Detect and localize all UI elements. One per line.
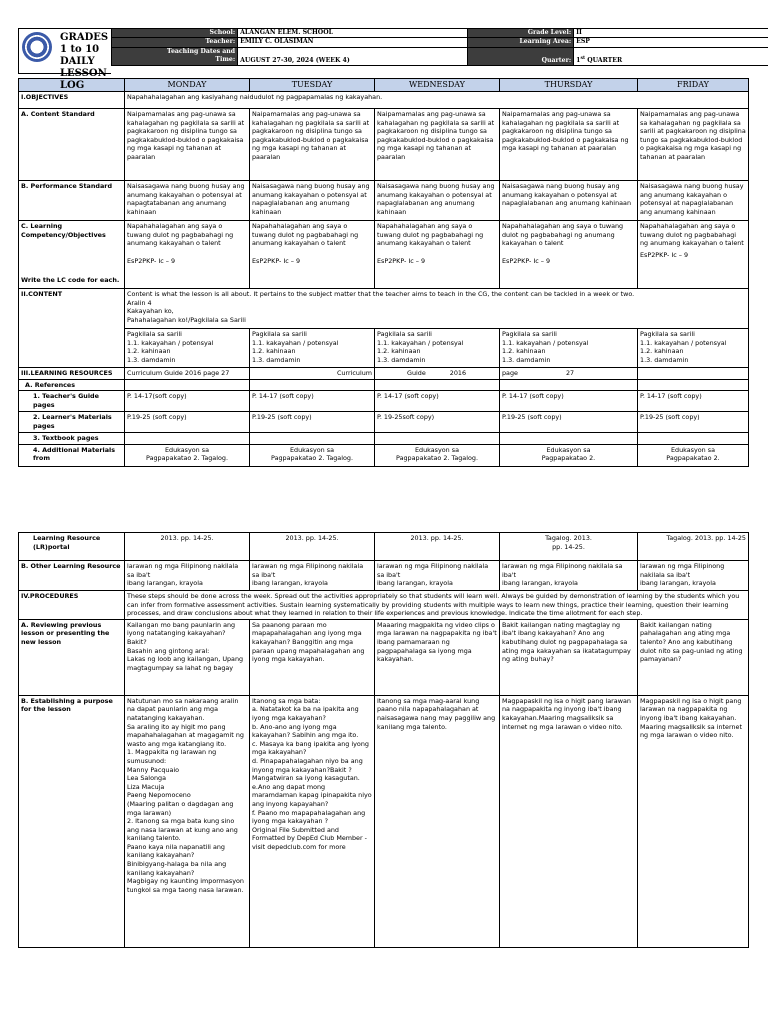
objectives-row (19, 92, 749, 109)
day-tuesday: TUESDAY (250, 79, 375, 92)
performance-standard-label: B. Performance Standard (19, 181, 125, 221)
tg-tue: P. 14-17 (soft copy) (250, 391, 375, 412)
quarter-rest: QUARTER (585, 57, 623, 65)
tg-wed: P. 14-17 (soft copy) (375, 391, 500, 412)
other-wed: larawan ng mga Filipinong nakilala sa iba't ibang larangan, krayola (375, 561, 500, 591)
competency-code: EsP2PKP- Ic – 9 (252, 256, 301, 265)
review-row (19, 619, 749, 695)
cg-wed (375, 368, 500, 380)
cg-page: page (502, 369, 518, 377)
grade-value: II (574, 29, 768, 38)
lc-code-note: Write the LC code for each. (21, 276, 120, 285)
competency-fri (638, 221, 749, 289)
performance-standard-tue: Naisasagawa nang buong husay ang anumang kakayahan o potensyal at napaglalabanan ang anumang kahinaan (250, 181, 375, 221)
competency-row (19, 221, 749, 289)
textbook-fri (638, 433, 749, 445)
textbook-wed (375, 433, 500, 445)
quarter-num: 1 (576, 57, 581, 65)
tg-mon: P. 14-17(soft copy) (125, 391, 250, 412)
content-topics-tue: Pagkilala sa sarili 1.1. kakayahan / potensyal 1.2. kahinaan 1.3. damdamin (250, 329, 375, 368)
purpose-row (19, 695, 749, 947)
cg-guide: Guide (407, 369, 426, 377)
school-label: School: (112, 29, 238, 38)
header-title (60, 32, 108, 92)
quarter-sup: st (580, 56, 586, 62)
area-label: Learning Area: (468, 38, 574, 47)
day-wednesday: WEDNESDAY (375, 79, 500, 92)
content-standard-mon: Naipamamalas ang pag-unawa sa kahalagahan ng pagkilala sa sarili at pagkakaroon ng disiplina tungo sa pagkakabuklod-buklod o pagkakaisa ng mga kasapi ng tahanan at paaralan (125, 109, 250, 181)
content-topics-wed: Pagkilala sa sarili 1.1. kakayahan / potensyal 1.2. kahinaan 1.3. damdamin (375, 329, 500, 368)
content-standard-row (19, 109, 749, 181)
title-line-2: DAILY LESSON LOG (60, 56, 107, 91)
dates-label-line-2: Time: (215, 56, 236, 64)
textbook-thu (500, 433, 638, 445)
lr-fri: Tagalog. 2013. pp. 14-25 (638, 533, 749, 561)
teacher-value: EMILY C. OLASIMAN (238, 38, 468, 47)
competency-thu (500, 221, 638, 289)
references-label: A. References (19, 379, 125, 391)
content-topics-mon: Pagkilala sa sarili 1.1. kakayahan / potensyal 1.2. kahinaan 1.3. damdamin (125, 329, 250, 368)
textbook-tue (250, 433, 375, 445)
lr-mon: 2013. pp. 14-25. (125, 533, 250, 561)
content-standard-label: A. Content Standard (19, 109, 125, 181)
textbook-label: 3. Textbook pages (19, 433, 125, 445)
quarter-label: Quarter: (468, 47, 574, 65)
header-title-block (18, 28, 111, 91)
lm-thu: P.19-25 (soft copy) (500, 412, 638, 433)
other-resources-row (19, 561, 749, 591)
competency-text: Napahahalagahan ang saya o tuwang dulot ng pagbabahagi ng anumang kakayahan o talent (502, 222, 624, 248)
competency-code: EsP2PKP- Ic – 9 (127, 256, 176, 265)
cg-mon: Curriculum Guide 2016 page 27 (125, 368, 250, 380)
performance-standard-wed: Naisasagawa nang buong husay ang anumang kakayahan o potensyal at napaglalabanan ang anumang kahinaan (375, 181, 500, 221)
references-thu (500, 379, 638, 391)
cg-fri (638, 368, 749, 380)
lesson-log-page-2 (18, 532, 748, 948)
content-standard-tue: Naipamamalas ang pag-unawa sa kahalagahan ng pagkilala sa sarili at pagkakaroon ng disiplina tungo sa pagkakabuklod-buklod o pagkakaisa ng mga kasapi ng tahanan at paaralan (250, 109, 375, 181)
lr-portal-label: Learning Resource (LR)portal (19, 533, 125, 561)
references-mon (125, 379, 250, 391)
day-friday: FRIDAY (638, 79, 749, 92)
review-wed: Maaaring magpakita ng video clips o mga larawan na nagpapakita ng iba't ibang pamamaraan ng pagpapahalaga sa iyong mga kakayahan. (375, 619, 500, 695)
tg-fri: P. 14-17 (soft copy) (638, 391, 749, 412)
review-label: A. Reviewing previous lesson or presenting the new lesson (19, 619, 125, 695)
additional-materials-label: 4. Additional Materials from (19, 444, 125, 466)
content-standard-fri: Naipamamalas ang pag-unawa sa kahalagahan ng pagkilala sa sarili at pagkakaroon ng disiplina tungo sa pagkakabuklod-buklod o pagkakaisa ng mga kasapi ng tahanan at paaralan (638, 109, 749, 181)
other-fri: larawan ng mga Filipinong nakilala sa iba't ibang larangan, krayola (638, 561, 749, 591)
performance-standard-row (19, 181, 749, 221)
additional-thu: Edukasyon sa Pagpapakatao 2. (500, 444, 638, 466)
competency-text: Napahahalagahan ang saya o tuwang dulot ng pagbabahagi ng anumang kakayahan o talent (127, 222, 234, 248)
other-thu: larawan ng mga Filipinong nakilala sa iba't ibang larangan, krayola (500, 561, 638, 591)
competency-label-cell (19, 221, 125, 289)
additional-wed: Edukasyon sa Pagpapakatao 2. Tagalog. (375, 444, 500, 466)
competency-code: EsP2PKP- Ic – 9 (640, 250, 689, 259)
competency-text: Napahahalagahan ang saya o tuwang dulot ng pagbabahagi ng anumang kakayahan o talent (377, 222, 484, 248)
lm-row (19, 412, 749, 433)
competency-code: EsP2PKP- Ic – 9 (502, 256, 551, 265)
quarter-value (574, 47, 768, 65)
procedures-text: These steps should be done across the week. Spread out the activities appropriately so that students will learn well. Always be guided by demonstration of learning by the students which you can infer from formative assessment activities. Sustain learning systematically by providing students with multiple ways to learn new things, practice their learning, question their learning processes, and draw conclusions about what they learned in relation to their life experiences and previous knowledge. Indicate the time allotment for each step. (125, 591, 749, 620)
content-label: II.CONTENT (19, 289, 125, 368)
competency-tue (250, 221, 375, 289)
teacher-label: Teacher: (112, 38, 238, 47)
review-thu: Bakit kailangan nating magtaglay ng iba't ibang kakayahan? Ano ang kabutihang dulot ng pagpapahalaga sa ating mga kakayahan sa ikatatagumpay ng ating buhay? (500, 619, 638, 695)
lm-tue: P.19-25 (soft copy) (250, 412, 375, 433)
performance-standard-mon: Naisasagawa nang buong husay ang anumang kakayahan o potensyal at napagtatabanan ang anumang kahinaan (125, 181, 250, 221)
objectives-text: Napahahalagahan ang kasiyahang naidudulot ng pagpapamalas ng kakayahan. (125, 92, 749, 109)
review-tue: Sa paanong paraan mo mapapahalagahan ang iyong mga kakayahan? Banggitin ang mga paraan upang mapahalagahan ang iyong mga kakayahan. (250, 619, 375, 695)
tg-row (19, 391, 749, 412)
lesson-table-page-2 (18, 532, 749, 948)
tg-thu: P. 14-17 (soft copy) (500, 391, 638, 412)
title-line-1: GRADES 1 to 10 (60, 32, 109, 55)
cg-thu (500, 368, 638, 380)
additional-mon: Edukasyon sa Pagpapakatao 2. Tagalog. (125, 444, 250, 466)
other-mon: larawan ng mga Filipinong nakilala sa iba't ibang larangan, krayola (125, 561, 250, 591)
procedures-row (19, 591, 749, 620)
school-value: ALANGAN ELEM. SCHOOL (238, 29, 468, 38)
dates-value: AUGUST 27-30, 2024 (WEEK 4) (238, 47, 468, 65)
lesson-log-page-1 (18, 28, 748, 467)
content-topics-fri: Pagkilala sa sarili 1.1. kakayahan / potensyal 1.2. kahinaan 1.3. damdamin (638, 329, 749, 368)
competency-wed (375, 221, 500, 289)
purpose-fri: Magpapaskil ng isa o higit pang larawan na nagpapakita ng inyong iba't ibang kakayahan. Maaring magsaliksik sa internet ng mga larawan o video nito. (638, 695, 749, 947)
resources-label: III.LEARNING RESOURCES (19, 368, 125, 380)
competency-text: Napahahalagahan ang saya o tuwang dulot ng pagbabahagi ng anumang kakayahan o talent (640, 222, 744, 248)
competency-text: Napahahalagahan ang saya o tuwang dulot ng pagbabahagi ng anumang kakayahan o talent (252, 222, 359, 248)
textbook-mon (125, 433, 250, 445)
day-header-row (19, 79, 749, 92)
lm-label: 2. Learner's Materials pages (19, 412, 125, 433)
content-standard-wed: Naipamamalas ang pag-unawa sa kahalagahan ng pagkilala sa sarili at pagkakaroon ng disiplina tungo sa pagkakabuklod-buklod o pagkakaisa ng mga kasapi ng tahanan at paaralan (375, 109, 500, 181)
additional-tue: Edukasyon sa Pagpapakatao 2. Tagalog. (250, 444, 375, 466)
references-tue (250, 379, 375, 391)
competency-mon (125, 221, 250, 289)
lr-thu: Tagalog. 2013. pp. 14-25. (500, 533, 638, 561)
purpose-wed: Itanong sa mga mag-aaral kung paano nila napapahalagahan at naisasagawa nang may paggiliw ang kanilang mga talento. (375, 695, 500, 947)
header-info-table (111, 28, 768, 74)
lm-mon: P.19-25 (soft copy) (125, 412, 250, 433)
objectives-label: I.OBJECTIVES (19, 92, 125, 109)
lr-wed: 2013. pp. 14-25. (375, 533, 500, 561)
purpose-label: B. Establishing a purpose for the lesson (19, 695, 125, 947)
grade-label: Grade Level: (468, 29, 574, 38)
lm-fri: P.19-25 (soft copy) (638, 412, 749, 433)
cg-year: 2016 (449, 369, 467, 377)
tg-label: 1. Teacher's Guide pages (19, 391, 125, 412)
content-standard-thu: Naipamamalas ang pag-unawa sa kahalagahan ng pagkilala sa sarili at pagkakaroon ng disiplina tungo sa pagkakabuklod-buklod o pagkakaisa ng mga kasapi ng tahanan at paaralan (500, 109, 638, 181)
references-fri (638, 379, 749, 391)
other-tue: larawan ng mga Filipinong nakilala sa iba't ibang larangan, krayola (250, 561, 375, 591)
dates-label-line-1: Teaching Dates and (167, 47, 236, 55)
lesson-table-page-1 (18, 78, 749, 467)
procedures-label: IV.PROCEDURES (19, 591, 125, 620)
area-value: ESP (574, 38, 768, 47)
cg-tue: Curriculum (250, 368, 375, 380)
purpose-thu: Magpapaskil ng isa o higit pang larawan na nagpapakita ng inyong iba't ibang kakayahan.Maaring magsaliksik sa internet ng mga larawan o video nito. (500, 695, 638, 947)
dates-label (112, 47, 238, 65)
performance-standard-thu: Naisasagawa nang buong husay ang anumang kakayahan o potensyal at napaglalabanan ang anumang kahinaan (500, 181, 638, 221)
references-row (19, 379, 749, 391)
additional-materials-row (19, 444, 749, 466)
references-wed (375, 379, 500, 391)
cg-page-num: 27 (565, 369, 575, 377)
lm-wed: P. 19-25soft copy) (375, 412, 500, 433)
performance-standard-fri: Naisasagawa nang buong husay ang anumang kakayahan o potensyal at napaglalabanan ang anumang kahinaan (638, 181, 749, 221)
purpose-tue: Itanong sa mga bata: a. Natatakot ka ba na ipakita ang iyong mga kakayahan? b. Ano-ano ang iyong mga kakayahan? Sabihin ang mga ito. c. Masaya ka bang ipakita ang iyong mga kakayahan? d. Pinapapahalagahan niyo ba ang inyong mga kakayahan?Bakit ? Mangatwiran sa iyong kasagutan. e.Ano ang dapat mong maramdaman kapag ipinapakita niyo ang inyong kapayahan? f. Paano mo mapapahalagahan ang iyong mga kakayahan ? Original File Submitted and Formatted by DepEd Club Member - visit depedclub.com for more (250, 695, 375, 947)
textbook-row (19, 433, 749, 445)
content-row (19, 289, 749, 329)
resources-row (19, 368, 749, 380)
review-mon: Kailangan mo bang paunlarin ang iyong natatanging kakayahan? Bakit? Basahin ang gintong aral: Lakas ng loob ang kailangan, Upang magtagumpay sa lahat ng bagay (125, 619, 250, 695)
other-resources-label: B. Other Learning Resource (19, 561, 125, 591)
deped-seal-icon (22, 32, 52, 62)
day-monday: MONDAY (125, 79, 250, 92)
content-topics-row (19, 329, 749, 368)
review-fri: Bakit kailangan nating pahalagahan ang ating mga talento? Ano ang kabutihang dulot nito sa pag-unlad ng ating pamayanan? (638, 619, 749, 695)
day-thursday: THURSDAY (500, 79, 638, 92)
content-text: Content is what the lesson is all about. It pertains to the subject matter that the teacher aims to teach in the CG, the content can be tackled in a week or two. Aralin 4 Kakayahan ko, Pahahalagahan ko!/Pagkilala sa Sarili (125, 289, 749, 329)
purpose-mon: Natutunan mo sa nakaraang aralin na dapat paunlarin ang mga natatanging kakayahan. Sa araling ito ay higit mo pang mapahahalagahan at magagamit ng wasto ang mga katangiang ito. 1. Magpakita ng larawan ng sumusunod: Manny Pacquaio Lea Salonga Liza Macuja Paeng Nepomoceno (Maaring palitan o dagdagan ang mga larawan) 2. Itanong sa mga bata kung sino ang nasa larawan at kung ano ang kanilang talento. Paano kaya nila napanatili ang kanilang kakayahan? Binibigyang-halaga ba nila ang kanilang kakayahan? Magbigay ng kaunting impormasyon tungkol sa mga taong nasa larawan. (125, 695, 250, 947)
competency-code: EsP2PKP- Ic – 9 (377, 256, 426, 265)
lr-portal-row (19, 533, 749, 561)
content-topics-thu: Pagkilala sa sarili 1.1. kakayahan / potensyal 1.2. kahinaan 1.3. damdamin (500, 329, 638, 368)
lr-tue: 2013. pp. 14-25. (250, 533, 375, 561)
competency-label: C. Learning Competency/Objectives (21, 222, 106, 239)
additional-fri: Edukasyon sa Pagpapakatao 2. (638, 444, 749, 466)
